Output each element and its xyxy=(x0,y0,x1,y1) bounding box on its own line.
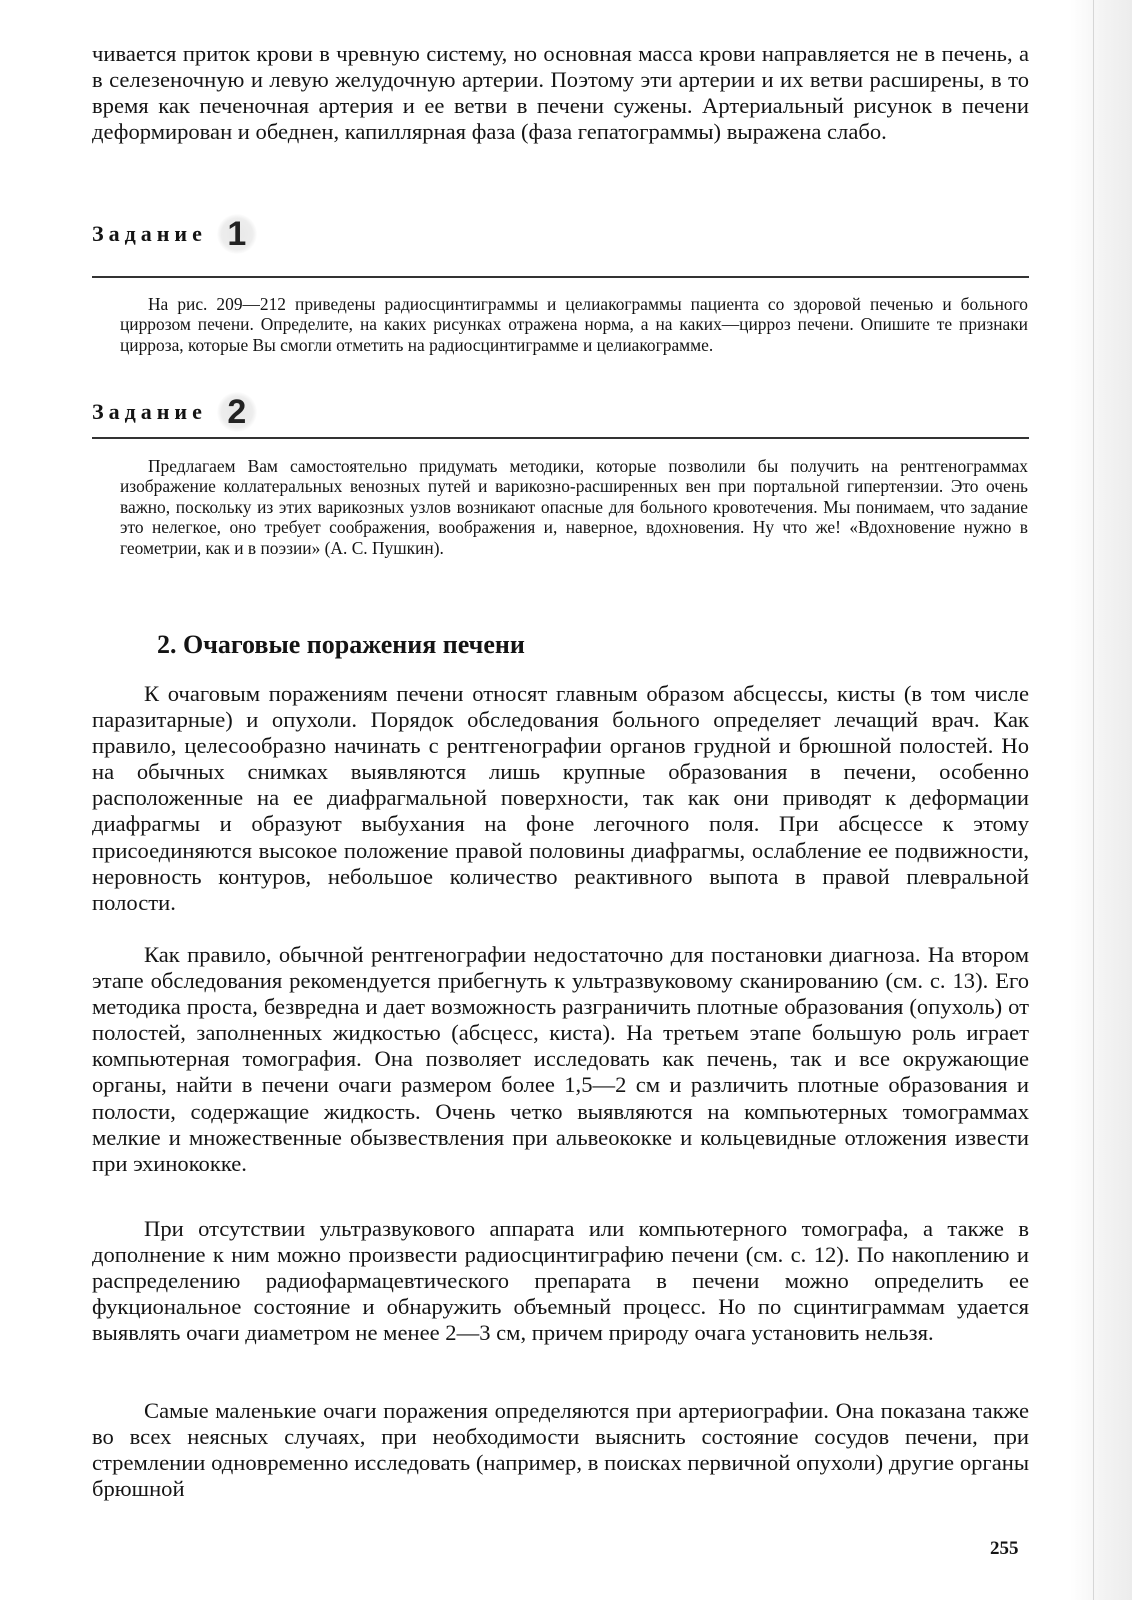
task-2-number: 2 xyxy=(217,392,257,432)
section-paragraph-1: К очаговым поражениям печени относят главным образом абсцессы, кисты (в том числе паразитарные) и опухоли. Порядок обследования больного определяет лечащий врач. Как правило, целесообразно начинать с рентгенографии органов грудной и брюшной полостей. Но на обычных снимках выявляются лишь крупные образования в печени, особенно расположенные на ее диафрагмальной поверхности, так как они приводят к деформации диафрагмы и образуют выбухания на фоне легочного поля. При абсцессе к этому присоединяются высокое положение правой половины диафрагмы, ослабление ее подвижности, неровность контуров, небольшое количество реактивного выпота в правой плевральной полости. xyxy=(92,681,1029,915)
page-edge-line xyxy=(1093,0,1094,1600)
page-number: 255 xyxy=(990,1538,1019,1559)
task-2-heading xyxy=(92,392,257,432)
task-1-text: На рис. 209—212 приведены радиосцинтиграммы и целиакограммы пациента со здоровой печенью и больного циррозом печени. Определите, на каких рисунках отражена норма, а на каких—цирроз печени. Опишите те признаки цирроза, которые Вы смогли отметить на радиосцинтиграмме и целиакограмме. xyxy=(120,294,1028,355)
task-1-label: Задание xyxy=(92,221,207,246)
task-1-number: 1 xyxy=(217,214,257,254)
task-1-heading xyxy=(92,214,257,254)
section-paragraph-3: При отсутствии ультразвукового аппарата или компьютерного томографа, а также в дополнение к ним можно произвести радиосцинтиграфию печени (см. с. 12). По накоплению и распределению радиофармацевтического препарата в печени можно определить ее фукциональное состояние и обнаружить объемный процесс. Но по сцинтиграммам удается выявлять очаги диаметром не менее 2—3 см, причем природу очага установить нельзя. xyxy=(92,1216,1029,1346)
intro-paragraph: чивается приток крови в чревную систему, но основная масса крови направляется не в печень, а в селезеночную и левую желудочную артерии. Поэтому эти артерии и их ветви расширены, в то время как печеночная артерия и ее ветви в печени сужены. Артериальный рисунок в печени деформирован и обеднен, капиллярная фаза (фаза гепатограммы) выражена слабо. xyxy=(92,41,1029,145)
section-paragraph-2: Как правило, обычной рентгенографии недостаточно для постановки диагноза. На втором этапе обследования рекомендуется прибегнуть к ультразвуковому сканированию (см. с. 13). Его методика проста, безвредна и дает возможность разграничить плотные образования (опухоль) от полостей, заполненных жидкостью (абсцесс, киста). На третьем этапе большую роль играет компьютерная томография. Она позволяет исследовать как печень, так и все окружающие органы, найти в печени очаги размером более 1,5—2 см и различить плотные образования и полости, содержащие жидкость. Очень четко выявляются на компьютерных томограммах мелкие и множественные обызвествления при альвеококке и кольцевидные отложения извести при эхинококке. xyxy=(92,942,1029,1176)
section-paragraph-4: Самые маленькие очаги поражения определяются при артериографии. Она показана также во всех неясных случаях, при необходимости выяснить состояние сосудов печени, при стремлении одновременно исследовать (например, в поисках первичной опухоли) другие органы брюшной xyxy=(92,1398,1029,1502)
task-2-text: Предлагаем Вам самостоятельно придумать методики, которые позволили бы получить на рентгенограммах изображение коллатеральных венозных путей и варикозно-расширенных вен при портальной гипертензии. Это очень важно, поскольку из этих варикозных узлов возникают опасные для больного кровотечения. Мы понимаем, что задание это нелегкое, оно требует соображения, воображения и, наверное, вдохновения. Ну что же! «Вдохновение нужно в геометрии, как и в поэзии» (А. С. Пушкин). xyxy=(120,456,1028,558)
task-2-divider xyxy=(92,437,1029,439)
page-edge-shadow xyxy=(1070,0,1132,1600)
task-2-label: Задание xyxy=(92,399,207,424)
section-title: 2. Очаговые поражения печени xyxy=(157,630,525,659)
task-1-divider xyxy=(92,276,1029,278)
